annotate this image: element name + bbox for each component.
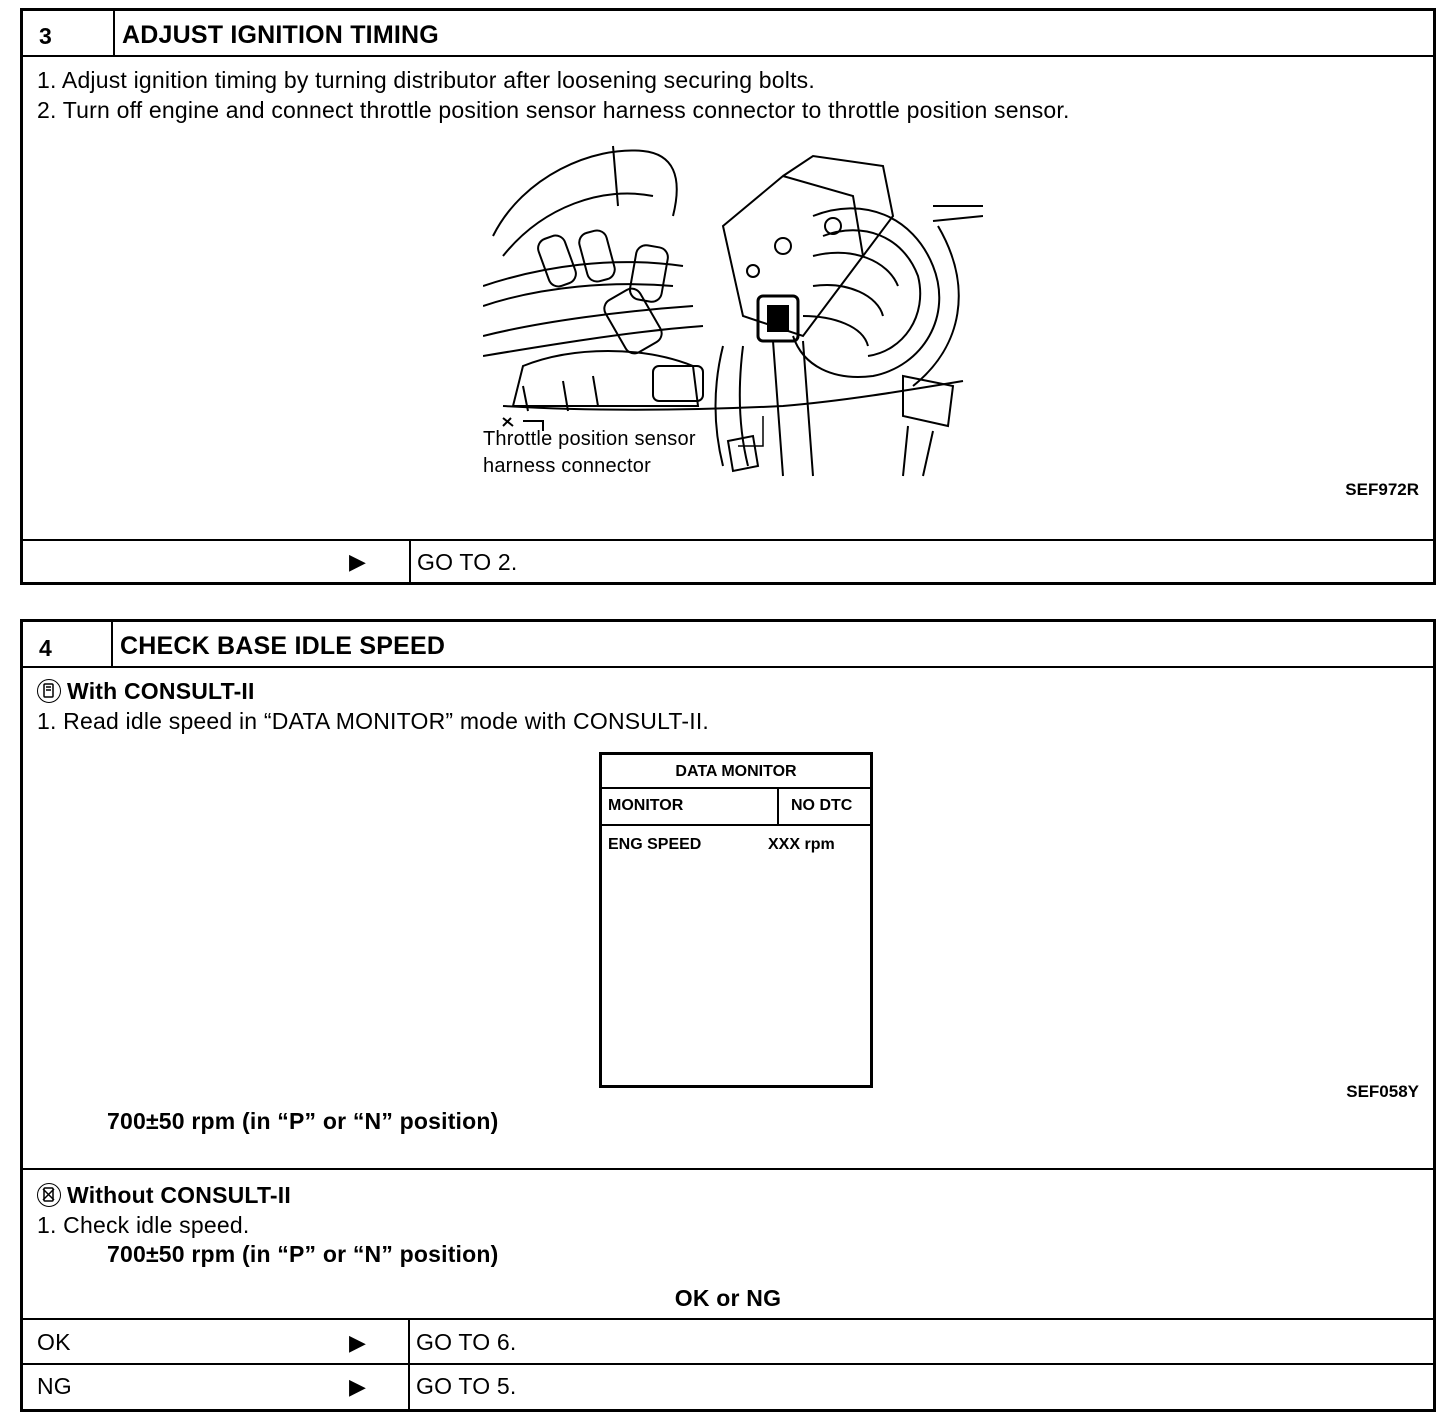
data-monitor-item-value: XXX rpm — [768, 836, 835, 853]
without-consult-heading: Without CONSULT-II — [67, 1182, 291, 1208]
data-monitor-screen — [599, 752, 873, 1088]
figure-code-sef972r: SEF972R — [1345, 480, 1419, 499]
ok-or-ng-label: OK or NG — [674, 1285, 782, 1311]
result-ng-label: NG — [37, 1373, 72, 1399]
callout-label-line-2: harness connector — [483, 455, 651, 477]
without-consult-instruction: 1. Check idle speed. — [37, 1212, 250, 1238]
data-monitor-monitor-label: MONITOR — [608, 797, 684, 814]
with-consult-instruction: 1. Read idle speed in “DATA MONITOR” mode with CONSULT-II. — [37, 708, 709, 734]
with-consult-heading: With CONSULT-II — [67, 678, 255, 704]
result-ok-arrow-icon: ▶ — [349, 1330, 366, 1355]
step-3-result-action[interactable]: GO TO 2. — [417, 549, 518, 575]
result-ng-arrow-icon: ▶ — [349, 1374, 366, 1399]
step-4-box — [20, 619, 1436, 1412]
result-ok-label: OK — [37, 1329, 71, 1355]
step-4-number: 4 — [39, 635, 52, 661]
result-ng-action[interactable]: GO TO 5. — [416, 1373, 517, 1399]
step-4-title: CHECK BASE IDLE SPEED — [120, 632, 446, 660]
data-monitor-title: DATA MONITOR — [675, 763, 797, 780]
consult-icon — [37, 679, 61, 703]
step-3-instruction-2: 2. Turn off engine and connect throttle position sensor harness connector to throttle position sensor. — [37, 97, 1070, 123]
without-consult-spec: 700±50 rpm (in “P” or “N” position) — [107, 1241, 499, 1267]
result-ok-action[interactable]: GO TO 6. — [416, 1329, 517, 1355]
step-3-instruction-1: 1. Adjust ignition timing by turning distributor after loosening securing bolts. — [37, 67, 815, 93]
no-consult-icon — [37, 1183, 61, 1207]
with-consult-heading-row — [37, 678, 255, 705]
result-arrow-icon: ▶ — [349, 549, 366, 574]
callout-label-line-1: Throttle position sensor — [483, 428, 696, 450]
with-consult-spec: 700±50 rpm (in “P” or “N” position) — [107, 1108, 499, 1134]
step-3-box — [20, 8, 1436, 585]
step-3-title: ADJUST IGNITION TIMING — [122, 21, 439, 49]
data-monitor-status: NO DTC — [791, 797, 853, 814]
step-3-number: 3 — [39, 23, 52, 49]
without-consult-heading-row — [37, 1182, 291, 1209]
data-monitor-item-name: ENG SPEED — [608, 836, 702, 853]
figure-code-sef058y: SEF058Y — [1346, 1082, 1419, 1101]
